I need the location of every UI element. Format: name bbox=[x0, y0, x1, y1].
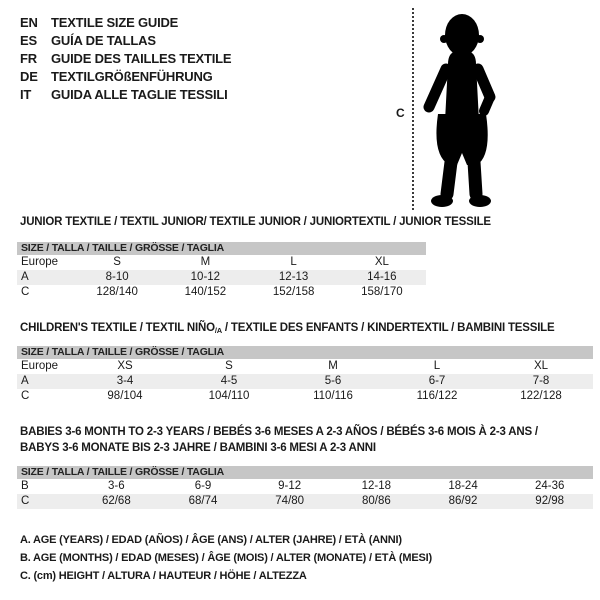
table-row bbox=[17, 359, 593, 374]
table-cell: 3-4 bbox=[116, 375, 134, 387]
table-cell: 3-6 bbox=[108, 480, 125, 492]
language-row bbox=[20, 68, 231, 86]
row-label: C bbox=[21, 390, 30, 402]
table-cell: 68/74 bbox=[188, 495, 218, 507]
table-cell: XL bbox=[374, 256, 389, 268]
language-title-list bbox=[20, 14, 231, 104]
table-cell: 62/68 bbox=[101, 495, 131, 507]
footnote-a: A. AGE (YEARS) / EDAD (AÑOS) / ÂGE (ANS) / ALTER (JAHRE) / ETÀ (ANNI) bbox=[20, 534, 402, 546]
language-code: DE bbox=[20, 69, 38, 84]
table-row bbox=[17, 389, 593, 404]
children-size-table bbox=[17, 346, 593, 404]
table-cell: 140/152 bbox=[184, 286, 227, 298]
table-cell: 110/116 bbox=[313, 390, 353, 402]
table-cell: XL bbox=[533, 360, 549, 372]
table-cell: 10-12 bbox=[190, 271, 221, 283]
table-cell: 6-7 bbox=[428, 375, 446, 387]
table-cell: S bbox=[113, 256, 121, 268]
table-cell: L bbox=[290, 256, 297, 268]
row-label: B bbox=[21, 480, 29, 492]
height-measure-label: C bbox=[396, 106, 405, 120]
table-cell: 24-36 bbox=[534, 480, 565, 492]
table-cell: 122/128 bbox=[520, 390, 562, 402]
row-label: A bbox=[21, 271, 29, 283]
babies-section-title bbox=[20, 424, 538, 456]
table-cell: 12-18 bbox=[361, 480, 392, 492]
babies-title-line1: BABIES 3-6 MONTH TO 2-3 YEARS / BEBÉS 3-6 MESES A 2-3 AÑOS / BÉBÉS 3-6 MOIS À 2-3 ANS / bbox=[20, 426, 538, 438]
table-cell: 80/86 bbox=[361, 495, 391, 507]
size-header-bar: SIZE / TALLA / TAILLE / GRÖSSE / TAGLIA bbox=[17, 346, 593, 359]
table-cell: 18-24 bbox=[448, 480, 478, 492]
babies-title-line2: BABYS 3-6 MONATE BIS 2-3 JAHRE / BAMBINI 3-6 MESI A 2-3 ANNI bbox=[20, 442, 376, 454]
language-title: GUÍA DE TALLAS bbox=[51, 33, 156, 48]
babies-size-table bbox=[17, 466, 593, 509]
table-cell: 4-5 bbox=[220, 375, 238, 387]
table-cell: 9-12 bbox=[278, 480, 302, 492]
table-cell: 104/110 bbox=[208, 390, 250, 402]
row-label: C bbox=[21, 286, 30, 298]
table-cell: 14-16 bbox=[367, 271, 397, 283]
row-label: Europe bbox=[21, 360, 59, 372]
table-cell: 12-13 bbox=[278, 271, 309, 283]
language-row bbox=[20, 14, 231, 32]
table-cell: S bbox=[225, 360, 233, 372]
language-code: ES bbox=[20, 33, 37, 48]
language-code: FR bbox=[20, 51, 37, 66]
language-row bbox=[20, 50, 231, 68]
table-row bbox=[17, 494, 593, 509]
row-label: C bbox=[21, 495, 30, 507]
children-title-pre: CHILDREN'S TEXTILE / TEXTIL NIÑO bbox=[20, 322, 215, 334]
language-row bbox=[20, 32, 231, 50]
language-code: EN bbox=[20, 15, 38, 30]
table-cell: 98/104 bbox=[107, 390, 143, 402]
language-code: IT bbox=[20, 87, 32, 102]
table-cell: 128/140 bbox=[96, 286, 138, 298]
size-header-bar: SIZE / TALLA / TAILLE / GRÖSSE / TAGLIA bbox=[17, 466, 593, 479]
table-cell: 8-10 bbox=[105, 271, 129, 283]
table-cell: 116/122 bbox=[416, 390, 458, 402]
row-label: A bbox=[21, 375, 29, 387]
height-dotted-line-icon bbox=[412, 8, 414, 210]
table-cell: 92/98 bbox=[535, 495, 565, 507]
baby-height-figure bbox=[394, 6, 506, 212]
table-cell: 7-8 bbox=[532, 375, 550, 387]
language-row bbox=[20, 86, 231, 104]
table-cell: M bbox=[200, 256, 211, 268]
size-header-bar: SIZE / TALLA / TAILLE / GRÖSSE / TAGLIA bbox=[17, 242, 426, 255]
footnote-legend bbox=[20, 531, 432, 585]
table-cell: M bbox=[328, 360, 338, 372]
language-title: GUIDE DES TAILLES TEXTILE bbox=[51, 51, 232, 66]
language-title: TEXTILE SIZE GUIDE bbox=[51, 15, 179, 30]
table-row bbox=[17, 285, 426, 300]
table-cell: L bbox=[433, 360, 441, 372]
children-section-title bbox=[20, 322, 554, 334]
table-cell: 152/158 bbox=[272, 286, 315, 298]
table-row bbox=[17, 374, 593, 389]
baby-silhouette-icon bbox=[422, 8, 502, 210]
junior-section-title: JUNIOR TEXTILE / TEXTIL JUNIOR/ TEXTILE JUNIOR / JUNIORTEXTIL / JUNIOR TESSILE bbox=[20, 216, 491, 228]
table-row bbox=[17, 479, 593, 494]
junior-size-table bbox=[17, 242, 426, 300]
table-cell: 6-9 bbox=[194, 480, 212, 492]
footnote-c: C. (cm) HEIGHT / ALTURA / HAUTEUR / HÖHE / ALTEZZA bbox=[20, 570, 307, 582]
language-title: TEXTILGRÖßENFÜHRUNG bbox=[51, 69, 213, 84]
footnote-b: B. AGE (MONTHS) / EDAD (MESES) / ÂGE (MOIS) / ALTER (MONATE) / ETÀ (MESI) bbox=[20, 552, 432, 564]
table-cell: XS bbox=[117, 360, 133, 372]
table-cell: 86/92 bbox=[448, 495, 478, 507]
language-title: GUIDA ALLE TAGLIE TESSILI bbox=[51, 87, 228, 102]
table-row bbox=[17, 270, 426, 285]
children-title-sub: /A bbox=[214, 326, 222, 335]
row-label: Europe bbox=[21, 256, 59, 268]
table-cell: 5-6 bbox=[324, 375, 342, 387]
table-row bbox=[17, 255, 426, 270]
children-title-post: / TEXTILE DES ENFANTS / KINDERTEXTIL / BAMBINI TESSILE bbox=[221, 322, 555, 334]
table-cell: 74/80 bbox=[275, 495, 305, 507]
table-cell: 158/170 bbox=[361, 286, 403, 298]
